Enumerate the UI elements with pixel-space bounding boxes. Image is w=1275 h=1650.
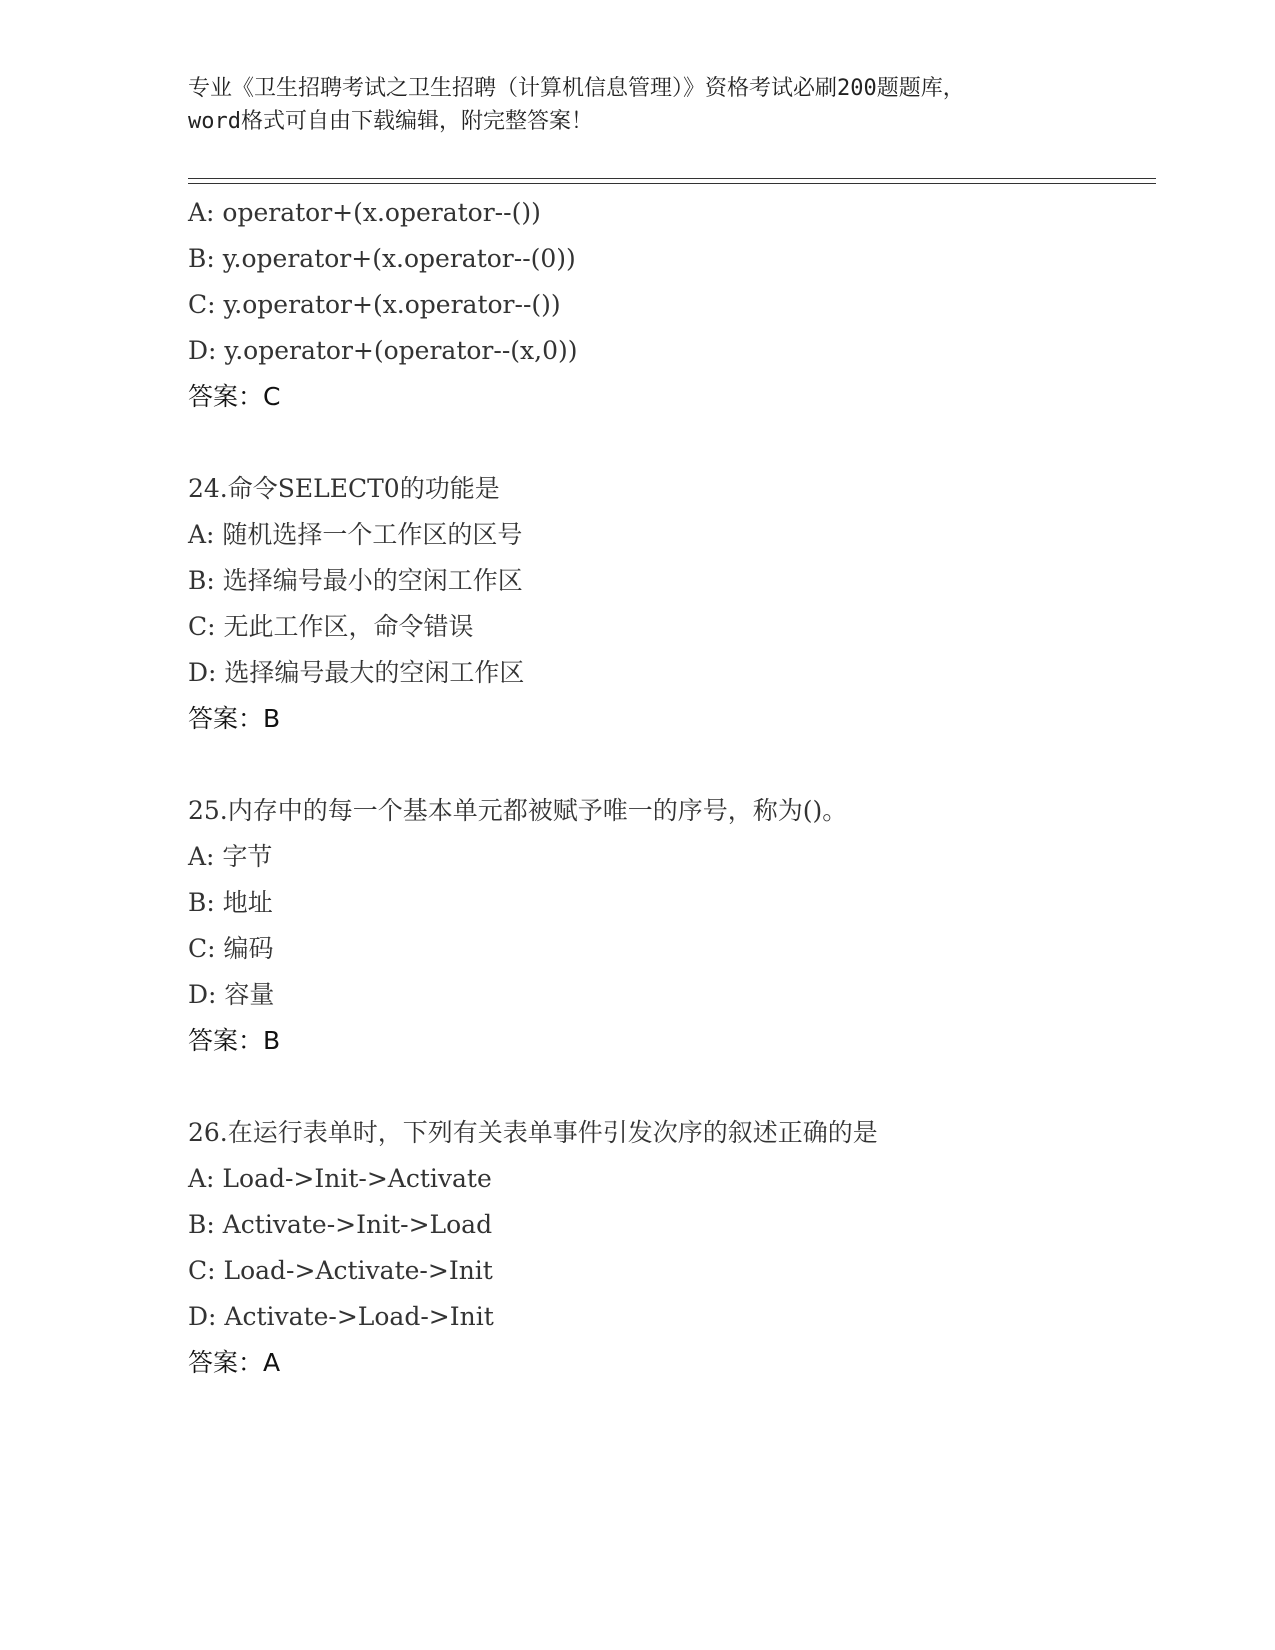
document-header: [188, 72, 1088, 138]
header-divider-top: [188, 178, 1156, 179]
question-block-23: [188, 190, 1148, 420]
question-text: 24.命令SELECT0的功能是: [188, 474, 500, 503]
answer-line: 答案：B: [188, 1026, 281, 1055]
spacer: [188, 420, 1148, 466]
option-d: D: y.operator+(operator--(x,0)): [188, 336, 578, 365]
spacer: [188, 1064, 1148, 1110]
question-block-24: [188, 466, 1148, 742]
option-d: D: Activate->Load->Init: [188, 1302, 494, 1331]
option-b: B: y.operator+(x.operator--(0)): [188, 244, 576, 273]
option-c: C: 编码: [188, 934, 274, 963]
question-block-25: [188, 788, 1148, 1064]
option-b: B: 地址: [188, 888, 273, 917]
header-title-line-1: 专业《卫生招聘考试之卫生招聘（计算机信息管理）》资格考试必刷200题题库，: [188, 76, 965, 101]
question-text: 26.在运行表单时，下列有关表单事件引发次序的叙述正确的是: [188, 1118, 878, 1147]
option-c: C: Load->Activate->Init: [188, 1256, 493, 1285]
option-c: C: 无此工作区，命令错误: [188, 612, 474, 641]
question-list: [188, 190, 1148, 1386]
answer-line: 答案：C: [188, 382, 281, 411]
header-divider-bottom: [188, 183, 1156, 184]
question-text: 25.内存中的每一个基本单元都被赋予唯一的序号，称为()。: [188, 796, 848, 825]
header-title-line-2: word格式可自由下载编辑，附完整答案！: [188, 109, 593, 134]
option-d: D: 容量: [188, 980, 275, 1009]
option-a: A: Load->Init->Activate: [188, 1164, 492, 1193]
question-block-26: [188, 1110, 1148, 1386]
answer-line: 答案：B: [188, 704, 281, 733]
spacer: [188, 742, 1148, 788]
option-b: B: 选择编号最小的空闲工作区: [188, 566, 523, 595]
option-c: C: y.operator+(x.operator--()): [188, 290, 561, 319]
answer-line: 答案：A: [188, 1348, 281, 1377]
option-d: D: 选择编号最大的空闲工作区: [188, 658, 525, 687]
option-a: A: 随机选择一个工作区的区号: [188, 520, 523, 549]
option-a: A: operator+(x.operator--()): [188, 198, 541, 227]
option-b: B: Activate->Init->Load: [188, 1210, 493, 1239]
option-a: A: 字节: [188, 842, 273, 871]
